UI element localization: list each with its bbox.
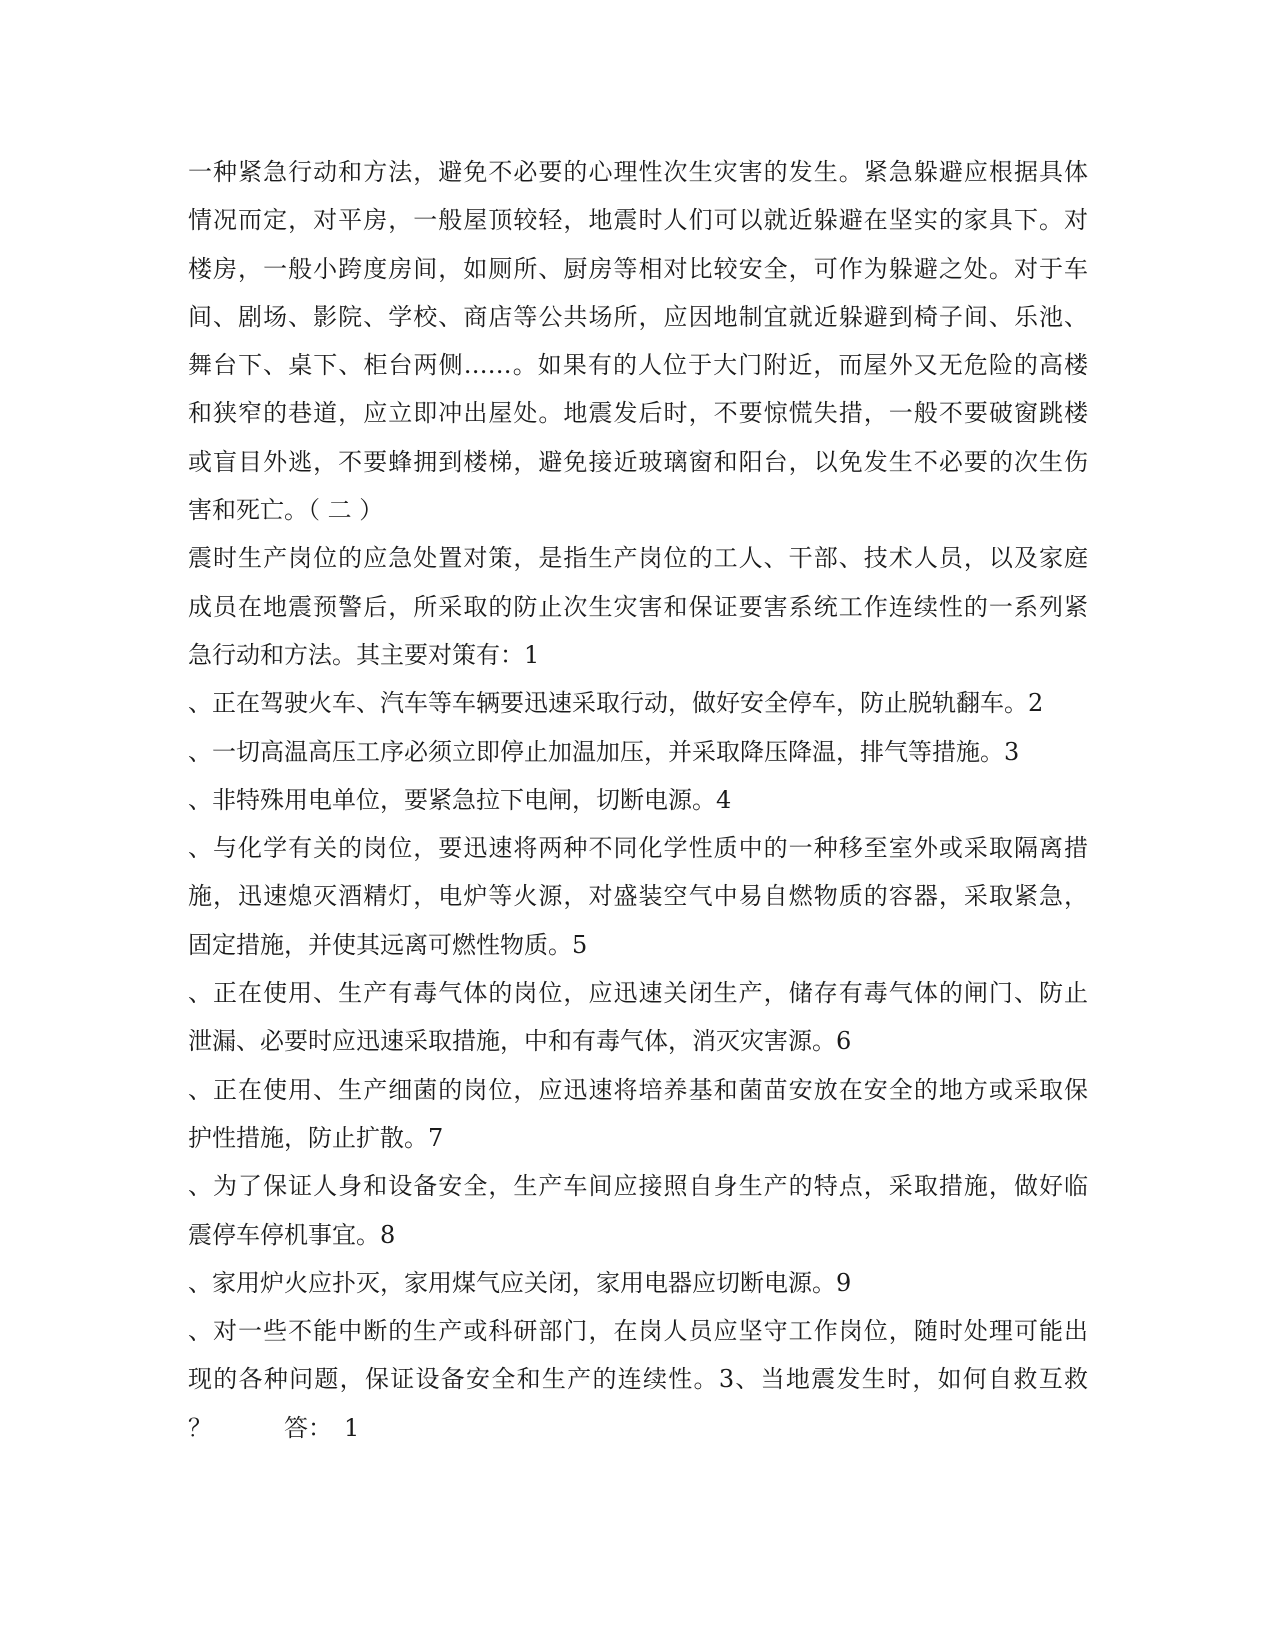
text-line: 和狭窄的巷道，应立即冲出屋处。地震发后时，不要惊慌失措，一般不要破窗跳楼 — [188, 399, 1088, 428]
text-line: 、正在驾驶火车、汽车等车辆要迅速采取行动，做好安全停车，防止脱轨翻车。2 — [188, 689, 1044, 718]
text-line: 、家用炉火应扑灭，家用煤气应关闭，家用电器应切断电源。9 — [188, 1268, 852, 1297]
text-line: 一种紧急行动和方法，避免不必要的心理性次生灾害的发生。紧急躲避应根据具体 — [188, 158, 1088, 186]
text-line: 情况而定，对平房，一般屋顶较轻，地震时人们可以就近躲避在坚实的家具下。对 — [188, 206, 1088, 235]
text-line: 震时生产岗位的应急处置对策，是指生产岗位的工人、干部、技术人员，以及家庭 — [188, 544, 1088, 573]
text-line: 、正在使用、生产细菌的岗位，应迅速将培养基和菌苗安放在安全的地方或采取保 — [188, 1075, 1088, 1104]
document-page — [188, 148, 1088, 1452]
text-line: 舞台下、桌下、柜台两侧……。如果有的人位于大门附近，而屋外又无危险的高楼 — [188, 351, 1088, 380]
text-line: 泄漏、必要时应迅速采取措施，中和有毒气体，消灭灾害源。6 — [188, 1027, 852, 1056]
text-line: 施，迅速熄灭酒精灯，电炉等火源，对盛装空气中易自燃物质的容器，采取紧急， — [188, 882, 1088, 911]
text-line: 间、剧场、影院、学校、商店等公共场所，应因地制宜就近躲避到椅子间、乐池、 — [188, 302, 1088, 331]
text-line: 、非特殊用电单位，要紧急拉下电闸，切断电源。4 — [188, 785, 732, 814]
text-line: 成员在地震预警后，所采取的防止次生灾害和保证要害系统工作连续性的一系列紧 — [188, 592, 1088, 621]
text-line: 、一切高温高压工序必须立即停止加温加压，并采取降压降温，排气等措施。3 — [188, 737, 1020, 766]
text-line: 护性措施，防止扩散。7 — [188, 1123, 444, 1152]
text-line: 、正在使用、生产有毒气体的岗位，应迅速关闭生产，储存有毒气体的闸门、防止 — [188, 979, 1088, 1008]
text-line: 急行动和方法。其主要对策有：1 — [188, 640, 540, 669]
text-line: 、对一些不能中断的生产或科研部门，在岗人员应坚守工作岗位，随时处理可能出 — [188, 1317, 1088, 1346]
text-line: 固定措施，并使其远离可燃性物质。5 — [188, 930, 588, 959]
text-line: 、为了保证人身和设备安全，生产车间应接照自身生产的特点，采取措施，做好临 — [188, 1172, 1088, 1201]
text-line: 现的各种问题，保证设备安全和生产的连续性。3、当地震发生时，如何自救互救 — [188, 1365, 1088, 1394]
text-line: 害和死亡。（ 二 ） — [188, 496, 384, 525]
text-line: 楼房，一般小跨度房间，如厕所、厨房等相对比较安全，可作为躲避之处。对于车 — [188, 254, 1088, 283]
text-line: 震停车停机事宜。8 — [188, 1220, 396, 1249]
text-line: 或盲目外逃，不要蜂拥到楼梯，避免接近玻璃窗和阳台，以免发生不必要的次生伤 — [188, 447, 1088, 476]
text-line: 、与化学有关的岗位，要迅速将两种不同化学性质中的一种移至室外或采取隔离措 — [188, 834, 1088, 863]
text-line: ？ 答： 1 — [188, 1413, 360, 1442]
